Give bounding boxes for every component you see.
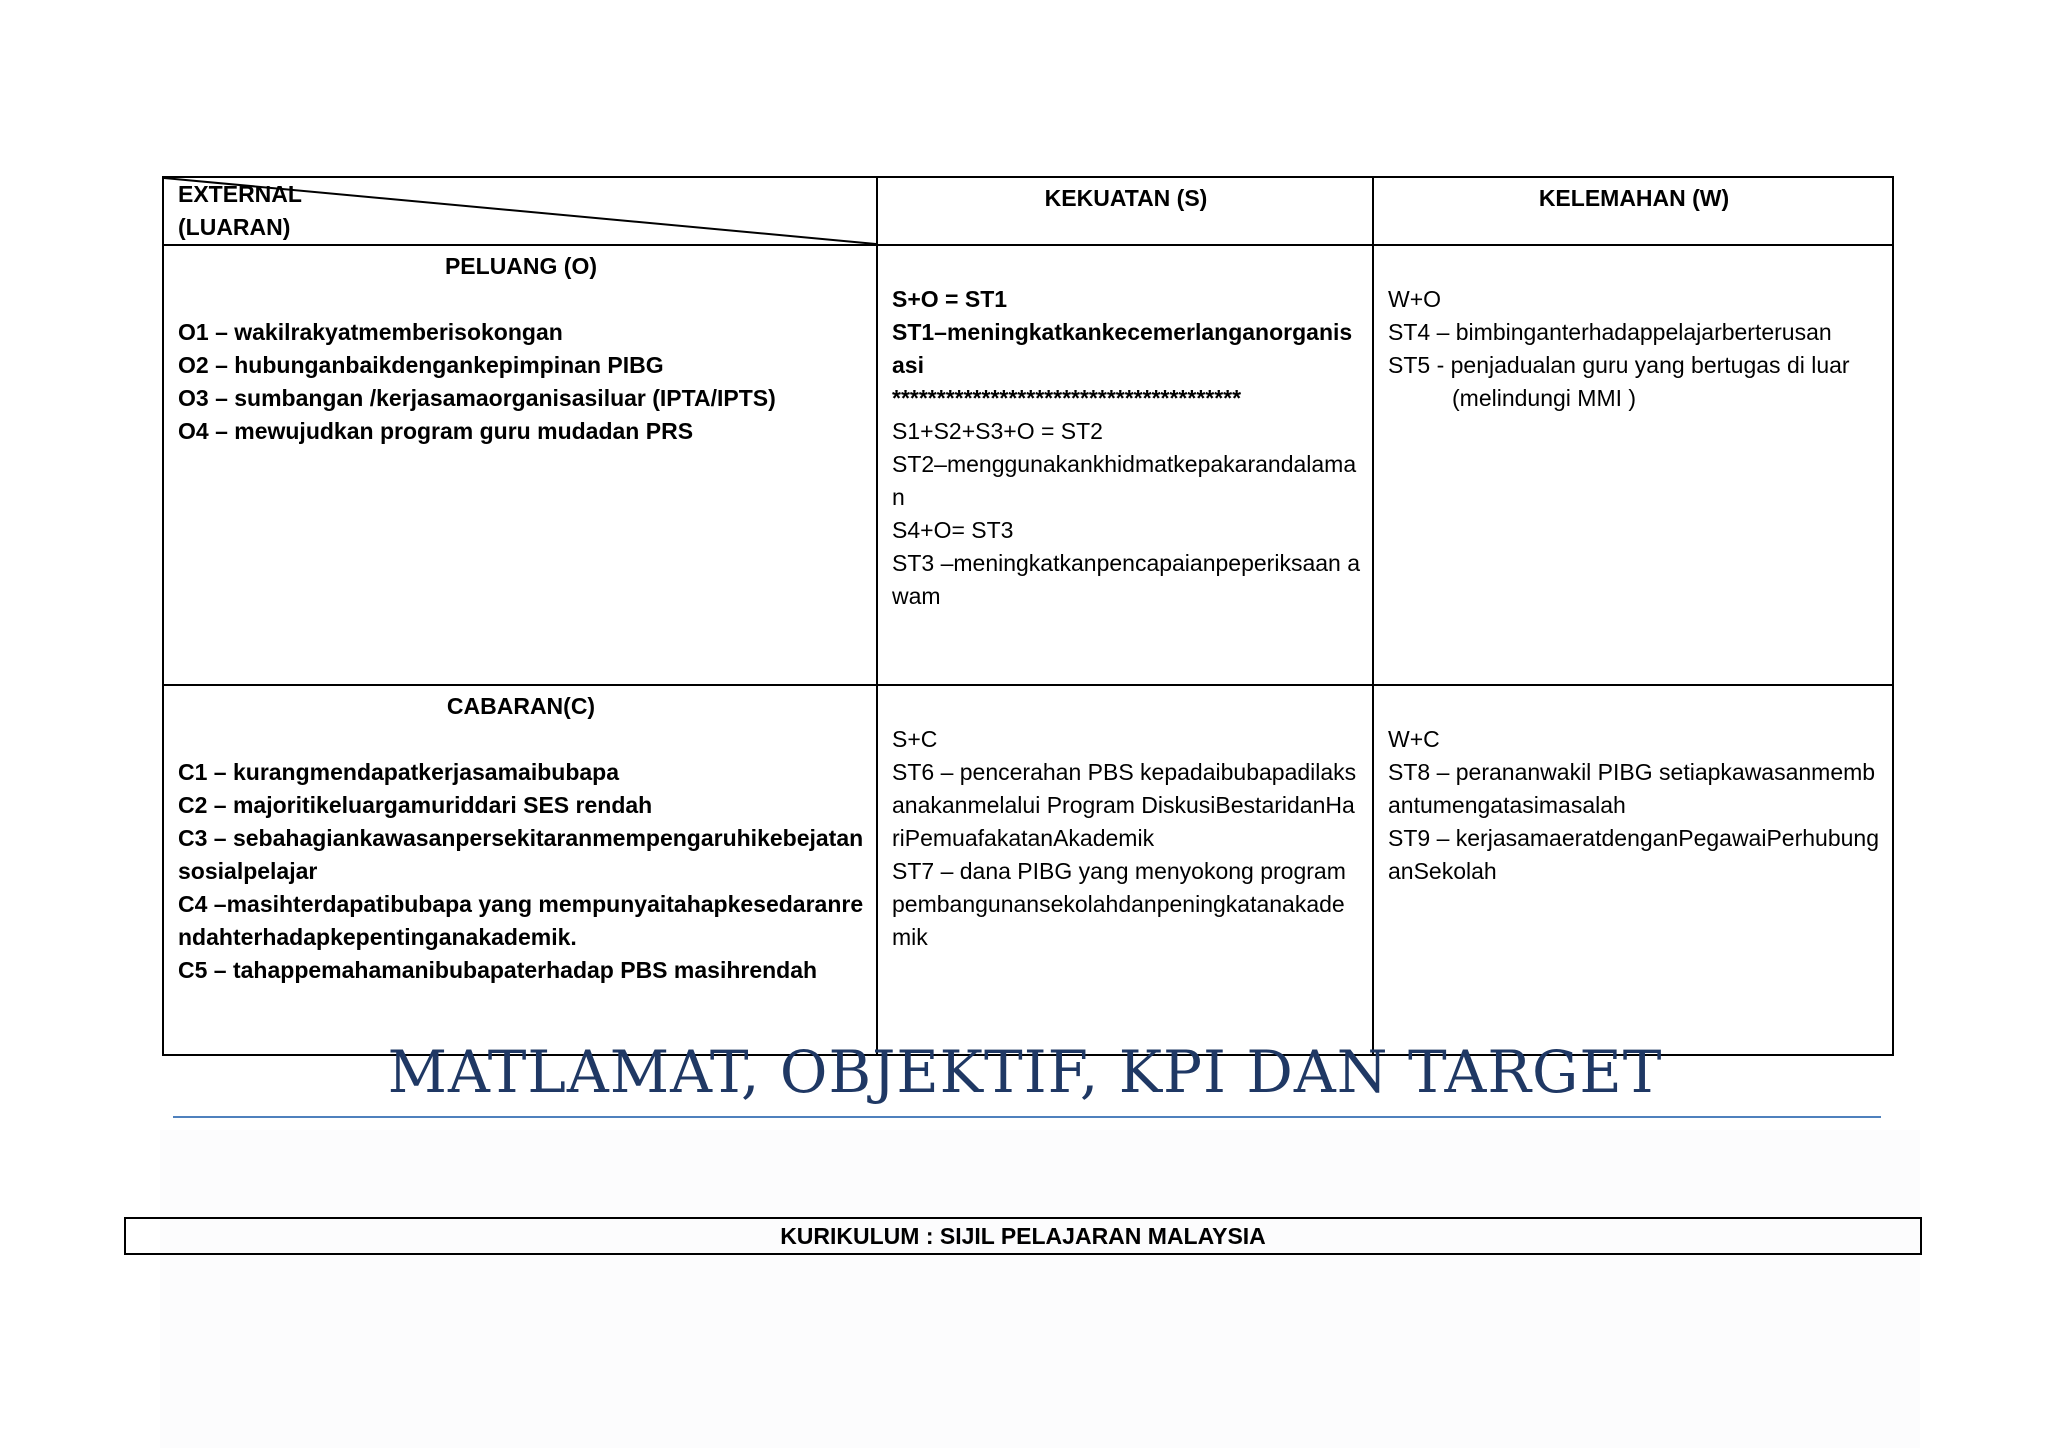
- challenge-item: C4 –masihterdapatibubapa yang mempunyaitahapkesedaranrendahterhadapkepentinganakademik.: [178, 891, 864, 950]
- external-label: EXTERNAL: [178, 181, 302, 207]
- wo-strategy-cell: [1373, 245, 1893, 685]
- so-formula-3: S4+O= ST3: [892, 517, 1014, 543]
- peluang-heading: PELUANG (O): [444, 253, 598, 279]
- luaran-label: (LUARAN): [178, 214, 291, 240]
- cabaran-heading: CABARAN(C): [446, 693, 596, 719]
- challenge-item: C3 – sebahagiankawasanpersekitaranmempengaruhikebejatansosialpelajar: [178, 825, 864, 884]
- opportunity-item: O1 – wakilrakyatmemberisokongan: [178, 319, 563, 345]
- st1-strategy: ST1–meningkatkankecemerlanganorganisasi: [892, 319, 1353, 378]
- diagonal-divider: [164, 178, 876, 244]
- challenge-item: C2 – majoritikeluargamuriddari SES rendah: [178, 792, 653, 818]
- wc-formula: W+C: [1388, 726, 1440, 752]
- sc-strategy-cell: [877, 685, 1373, 1055]
- st5-note: (melindungi MMI ): [1452, 385, 1637, 411]
- st3-strategy: ST3 –meningkatkanpencapaianpeperiksaan awam: [892, 550, 1360, 609]
- peluang-cell: [163, 245, 877, 685]
- external-corner-cell: [163, 177, 877, 245]
- st8-strategy: ST8 – perananwakil PIBG setiapkawasanmembantumengatasimasalah: [1388, 759, 1876, 818]
- strengths-header: KEKUATAN (S): [877, 177, 1373, 245]
- stars-separator: ***************************************: [892, 385, 1242, 411]
- so-strategy-cell: [877, 245, 1373, 685]
- st2-strategy: ST2–menggunakankhidmatkepakarandalaman: [892, 451, 1357, 510]
- st7-strategy: ST7 – dana PIBG yang menyokong program pembangunansekolahdanpeningkatanakademik: [892, 858, 1346, 950]
- opportunity-item: O3 – sumbangan /kerjasamaorganisasiluar (IPTA/IPTS): [178, 385, 776, 411]
- section-title: MATLAMAT, OBJEKTIF, KPI DAN TARGET: [387, 1038, 1663, 1106]
- wc-strategy-cell: [1373, 685, 1893, 1055]
- st4-strategy: ST4 – bimbinganterhadappelajarberterusan: [1388, 319, 1832, 345]
- kurikulum-bar: KURIKULUM : SIJIL PELAJARAN MALAYSIA: [124, 1217, 1922, 1255]
- sc-formula: S+C: [892, 726, 938, 752]
- so-formula-2: S1+S2+S3+O = ST2: [892, 418, 1103, 444]
- peluang-row: [163, 245, 1893, 685]
- swot-header-row: [163, 177, 1893, 245]
- opportunity-item: O2 – hubunganbaikdengankepimpinan PIBG: [178, 352, 664, 378]
- cabaran-row: [163, 685, 1893, 1055]
- weaknesses-header: KELEMAHAN (W): [1373, 177, 1893, 245]
- cabaran-cell: [163, 685, 877, 1055]
- page-background-shade: [160, 1130, 1920, 1448]
- st6-strategy: ST6 – pencerahan PBS kepadaibubapadilaksanakanmelalui Program DiskusiBestaridanHariPemuafakatanAkademik: [892, 759, 1357, 851]
- st5-strategy: ST5 - penjadualan guru yang bertugas di luar: [1388, 352, 1850, 378]
- challenge-item: C1 – kurangmendapatkerjasamaibubapa: [178, 759, 619, 785]
- so-formula: S+O = ST1: [892, 286, 1008, 312]
- wo-formula: W+O: [1388, 286, 1442, 312]
- st9-strategy: ST9 – kerjasamaeratdenganPegawaiPerhubunganSekolah: [1388, 825, 1879, 884]
- title-underline: [173, 1116, 1881, 1118]
- opportunity-item: O4 – mewujudkan program guru mudadan PRS: [178, 418, 694, 444]
- challenge-item: C5 – tahappemahamanibubapaterhadap PBS masihrendah: [178, 957, 818, 983]
- swot-table: [162, 176, 1894, 1056]
